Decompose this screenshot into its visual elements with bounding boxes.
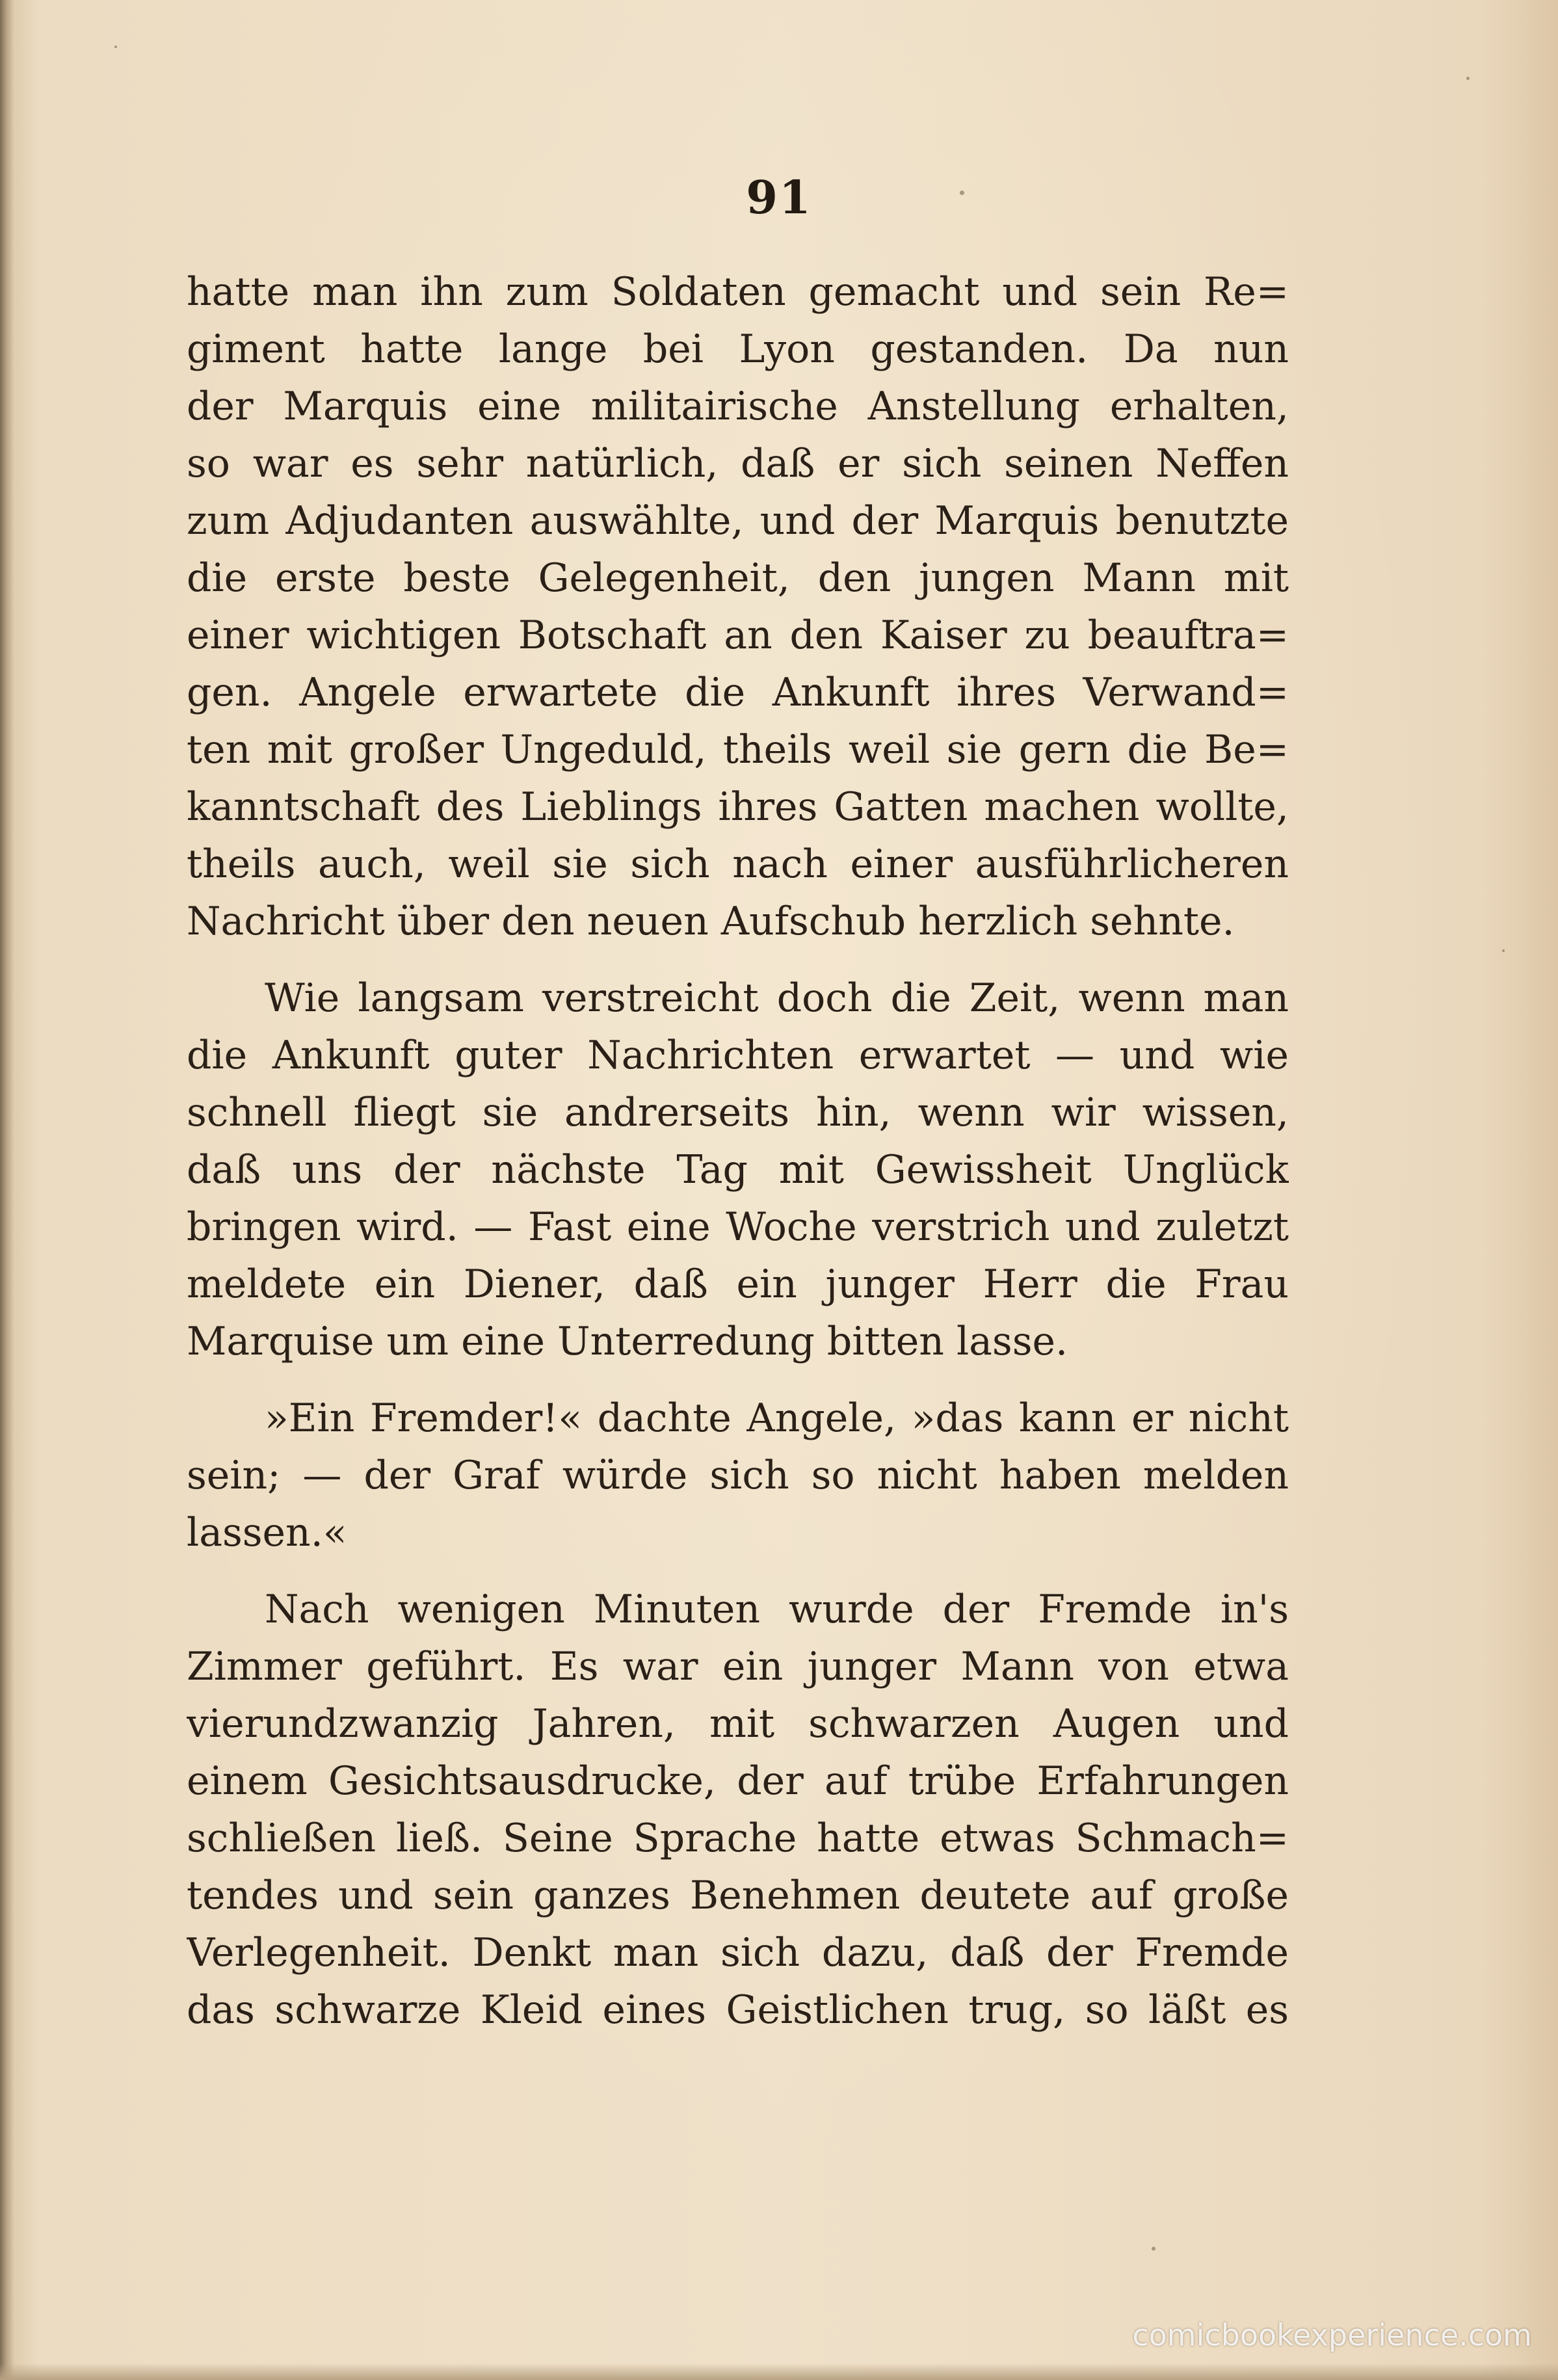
- text-line: Wie langsam verstreicht doch die Zeit, wenn man: [265, 975, 1289, 1021]
- text-line: der Marquis eine militairische Anstellung erhalten,: [187, 384, 1289, 429]
- text-line: »Ein Fremder!« dachte Angele, »das kann er nicht: [265, 1395, 1289, 1441]
- site-watermark: comicbookexperience.com: [1132, 2318, 1532, 2353]
- page-number: 91: [746, 170, 812, 224]
- text-line: tendes und sein ganzes Benehmen deutete auf große: [187, 1873, 1289, 1918]
- text-line: daß uns der nächste Tag mit Gewissheit Unglück: [187, 1147, 1289, 1193]
- paragraph-4: [187, 1581, 1289, 2039]
- text-line: einer wichtigen Botschaft an den Kaiser zu beauftra=: [187, 613, 1289, 658]
- text-line: Nach wenigen Minuten wurde der Fremde in's: [265, 1587, 1289, 1632]
- body-text: [187, 263, 1289, 2039]
- paragraph-1: [187, 263, 1289, 950]
- text-line: so war es sehr natürlich, daß er sich seinen Neffen: [187, 441, 1289, 486]
- paragraph-3: [187, 1390, 1289, 1561]
- text-line: kanntschaft des Lieblings ihres Gatten machen wollte,: [187, 784, 1289, 830]
- text-line: die erste beste Gelegenheit, den jungen Mann mit: [187, 555, 1289, 601]
- text-line: meldete ein Diener, daß ein junger Herr die Frau: [187, 1262, 1289, 1307]
- text-line: bringen wird. — Fast eine Woche verstrich und zuletzt: [187, 1204, 1289, 1250]
- text-line: giment hatte lange bei Lyon gestanden. Da nun: [187, 326, 1289, 372]
- text-line: sein; — der Graf würde sich so nicht haben melden: [187, 1453, 1289, 1498]
- text-line: vierundzwanzig Jahren, mit schwarzen Augen und: [187, 1701, 1289, 1747]
- text-line: hatte man ihn zum Soldaten gemacht und sein Re=: [187, 269, 1289, 315]
- text-line: das schwarze Kleid eines Geistlichen trug, so läßt es: [187, 1987, 1289, 2033]
- text-line: schließen ließ. Seine Sprache hatte etwas Schmach=: [187, 1816, 1289, 1861]
- text-line: gen. Angele erwartete die Ankunft ihres Verwand=: [187, 670, 1289, 715]
- text-line: Nachricht über den neuen Aufschub herzlich sehnte.: [187, 899, 1235, 944]
- paragraph-2: [187, 970, 1289, 1370]
- page-binding-edge: [0, 0, 14, 2380]
- page-bottom-edge: [0, 2363, 1558, 2380]
- text-line: Verlegenheit. Denkt man sich dazu, daß der Fremde: [187, 1930, 1289, 1976]
- text-line: theils auch, weil sie sich nach einer ausführlicheren: [187, 841, 1289, 887]
- text-line: Marquise um eine Unterredung bitten lasse.: [187, 1319, 1068, 1364]
- text-line: einem Gesichtsausdrucke, der auf trübe Erfahrungen: [187, 1758, 1289, 1804]
- text-line: zum Adjudanten auswählte, und der Marquis benutzte: [187, 498, 1289, 544]
- text-line: lassen.«: [187, 1510, 347, 1555]
- text-line: Zimmer geführt. Es war ein junger Mann von etwa: [187, 1644, 1289, 1689]
- text-line: ten mit großer Ungeduld, theils weil sie gern die Be=: [187, 727, 1289, 773]
- text-line: schnell fliegt sie andrerseits hin, wenn wir wissen,: [187, 1090, 1289, 1135]
- text-line: die Ankunft guter Nachrichten erwartet — und wie: [187, 1033, 1289, 1078]
